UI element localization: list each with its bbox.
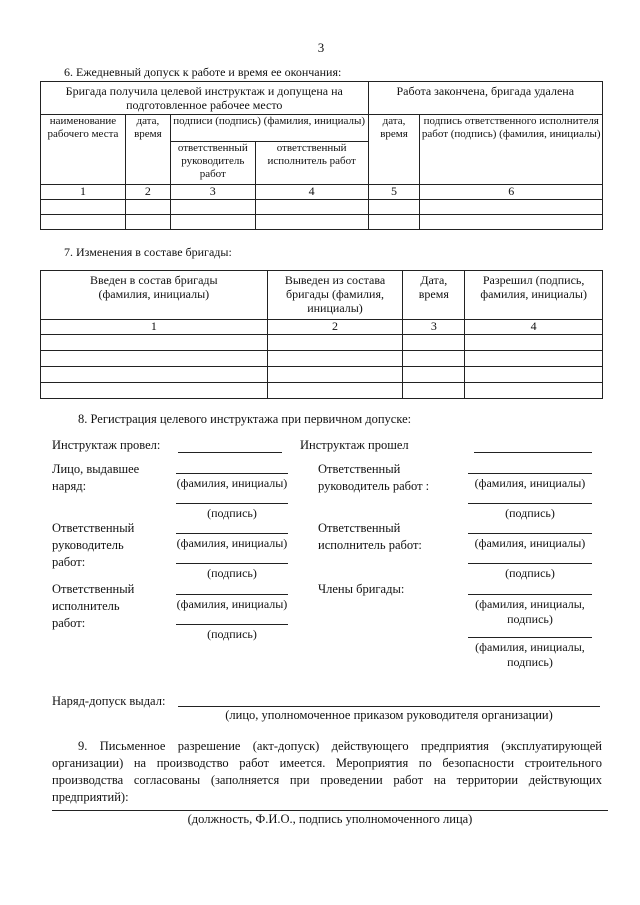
table6-num: 2 [125, 185, 170, 200]
table6-col-performer: ответственный исполнитель работ [255, 142, 368, 185]
issuer-name-line [176, 473, 288, 474]
table6-num: 5 [368, 185, 420, 200]
section8-title: 8. Регистрация целевого инструктажа при первичном допуске: [78, 412, 412, 426]
table7-col-added: Введен в состав бригады (фамилия, инициалы) [41, 271, 268, 320]
table6-head-left: Бригада получила целевой инструктаж и допущена на подготовленное рабочее место [41, 82, 369, 115]
supervisor-right-sign-line [468, 503, 592, 504]
issuer-label: Лицо, выдавшее наряд: [52, 462, 140, 493]
table6-col-date2: дата, время [368, 115, 420, 185]
performer-right-name-caption: (фамилия, инициалы) [474, 536, 586, 550]
instruction-conducted-label: Инструктаж провел: [52, 438, 161, 452]
crew-changes-table [40, 270, 603, 399]
table6-col-signatures: подписи (подпись) (фамилия, инициалы) [170, 115, 368, 142]
performer-sign-caption: (подпись) [207, 627, 257, 641]
table-row [41, 200, 603, 215]
table7-num: 2 [267, 320, 403, 335]
supervisor-right-label: Ответственный руководитель работ : [318, 462, 430, 493]
table6-num: 6 [420, 185, 603, 200]
table-row [41, 383, 603, 399]
table6-col-place: наименование рабочего места [41, 115, 126, 185]
performer-right-sign-caption: (подпись) [505, 566, 555, 580]
performer-right-label: Ответственный исполнитель работ: [318, 521, 422, 552]
table7-col-allowed: Разрешил (подпись, фамилия, инициалы) [465, 271, 603, 320]
table6-num: 3 [170, 185, 255, 200]
supervisor-right-name-caption: (фамилия, инициалы) [474, 476, 586, 490]
supervisor-sign-caption: (подпись) [207, 566, 257, 580]
issued-label: Наряд-допуск выдал: [52, 694, 166, 708]
table6-num: 4 [255, 185, 368, 200]
member1-line [468, 594, 592, 595]
member1-caption: (фамилия, инициалы, подпись) [475, 597, 585, 626]
table-row [41, 335, 603, 351]
issued-line [178, 706, 600, 707]
table6-col-datetime: дата, время [125, 115, 170, 185]
issuer-sign-line [176, 503, 288, 504]
instruction-received-label: Инструктаж прошел [300, 438, 409, 452]
section6-title: 6. Ежедневный допуск к работе и время ее окончания: [64, 65, 342, 79]
supervisor-label: Ответственный руководитель работ: [52, 521, 135, 569]
issuer-name-caption: (фамилия, инициалы) [176, 476, 288, 490]
issuer-sign-caption: (подпись) [207, 506, 257, 520]
table7-col-removed: Выведен из состава бригады (фамилия, инициалы) [267, 271, 403, 320]
table6-col-supervisor: ответственный руководитель работ [170, 142, 255, 185]
performer-name-line [176, 594, 288, 595]
performer-sign-line [176, 624, 288, 625]
table6-col-resp-sign: подпись ответственного исполнителя работ (подпись) (фамилия, инициалы) [420, 115, 603, 185]
instruction-conducted-line [178, 452, 282, 453]
table7-num: 1 [41, 320, 268, 335]
instruction-received-line [474, 452, 592, 453]
table7-num: 4 [465, 320, 603, 335]
daily-admission-table [40, 81, 603, 230]
table6-num: 1 [41, 185, 126, 200]
issued-caption: (лицо, уполномоченное приказом руководителя организации) [225, 708, 553, 722]
performer-right-name-line [468, 533, 592, 534]
member2-line [468, 637, 592, 638]
supervisor-sign-line [176, 563, 288, 564]
table-row [41, 351, 603, 367]
section9-line [52, 810, 608, 811]
section9-caption: (должность, Ф.И.О., подпись уполномоченного лица) [187, 812, 473, 826]
performer-right-sign-line [468, 563, 592, 564]
table6-head-right: Работа закончена, бригада удалена [368, 82, 602, 115]
table-row [41, 215, 603, 230]
supervisor-right-sign-caption: (подпись) [505, 506, 555, 520]
performer-label: Ответственный исполнитель работ: [52, 582, 135, 630]
section7-title: 7. Изменения в составе бригады: [64, 245, 232, 259]
supervisor-right-name-line [468, 473, 592, 474]
section9-text: 9. Письменное разрешение (акт-допуск) действующего предприятия (эксплуатирующей организации) на производство работ имеется. Мероприятия по безопасности строительного производства согласованы (заполняется при проведении работ на территории действующих предприятий): [52, 739, 602, 804]
members-label: Члены бригады: [318, 582, 405, 596]
member2-caption: (фамилия, инициалы, подпись) [475, 640, 585, 669]
performer-name-caption: (фамилия, инициалы) [176, 597, 288, 611]
supervisor-name-caption: (фамилия, инициалы) [176, 536, 288, 550]
table7-num: 3 [403, 320, 465, 335]
supervisor-name-line [176, 533, 288, 534]
table-row [41, 367, 603, 383]
page-number: 3 [317, 40, 325, 55]
table7-col-datetime: Дата, время [403, 271, 465, 320]
